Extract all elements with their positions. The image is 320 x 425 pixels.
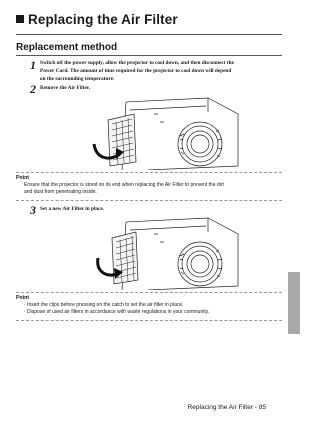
step-3-number: 3: [30, 203, 36, 217]
point-2-bottom-divider: [16, 320, 282, 321]
step-1-line: Switch off the power supply, allow the projector to cool down, and then disconnect the: [40, 60, 234, 66]
point-2-text: [24, 302, 284, 317]
page-footer: Replacing the Air Filter - 85: [187, 404, 266, 411]
point-1-text: [24, 182, 284, 197]
projector-remove-filter-illustration: [88, 92, 248, 170]
title-rule: [16, 34, 282, 35]
title-square-icon: [16, 15, 24, 23]
step-3-text: Set a new Air Filter in place.: [40, 206, 105, 212]
point-1-line: Ensure that the projector is stood on its end when replacing the Air Filter to prevent the dirt: [24, 182, 224, 188]
point-2-top-divider: [16, 292, 282, 293]
point-1-bottom-divider: [16, 200, 282, 201]
page-title-text: Replacing the Air Filter: [28, 12, 178, 27]
point-2-label: Point: [16, 295, 29, 301]
section-subtitle: Replacement method: [16, 42, 118, 53]
step-2-text: Remove the Air Filter.: [40, 85, 91, 91]
step-1-line: on the surrounding temperature.: [40, 75, 115, 82]
chapter-side-tab: [288, 272, 300, 334]
projector-insert-filter-illustration: [88, 212, 248, 290]
point-1-top-divider: [16, 172, 282, 173]
step-2-number: 2: [30, 82, 36, 96]
step-1-line: Power Cord. The amount of time required for the projector to cool down will depend: [40, 67, 232, 74]
step-1-text: [40, 60, 290, 84]
point-1-label: Point: [16, 175, 29, 181]
subtitle-rule: [16, 55, 282, 56]
point-1-line: and dust from penetrating inside.: [24, 189, 97, 196]
step-1-number: 1: [30, 58, 36, 72]
point-2-line: · Dispose of used air filters in accordance with waste regulations in your community.: [24, 309, 210, 316]
page-title: [16, 12, 178, 27]
point-2-line: · Insert the clips before pressing on the catch to set the air filter in place.: [24, 302, 184, 308]
